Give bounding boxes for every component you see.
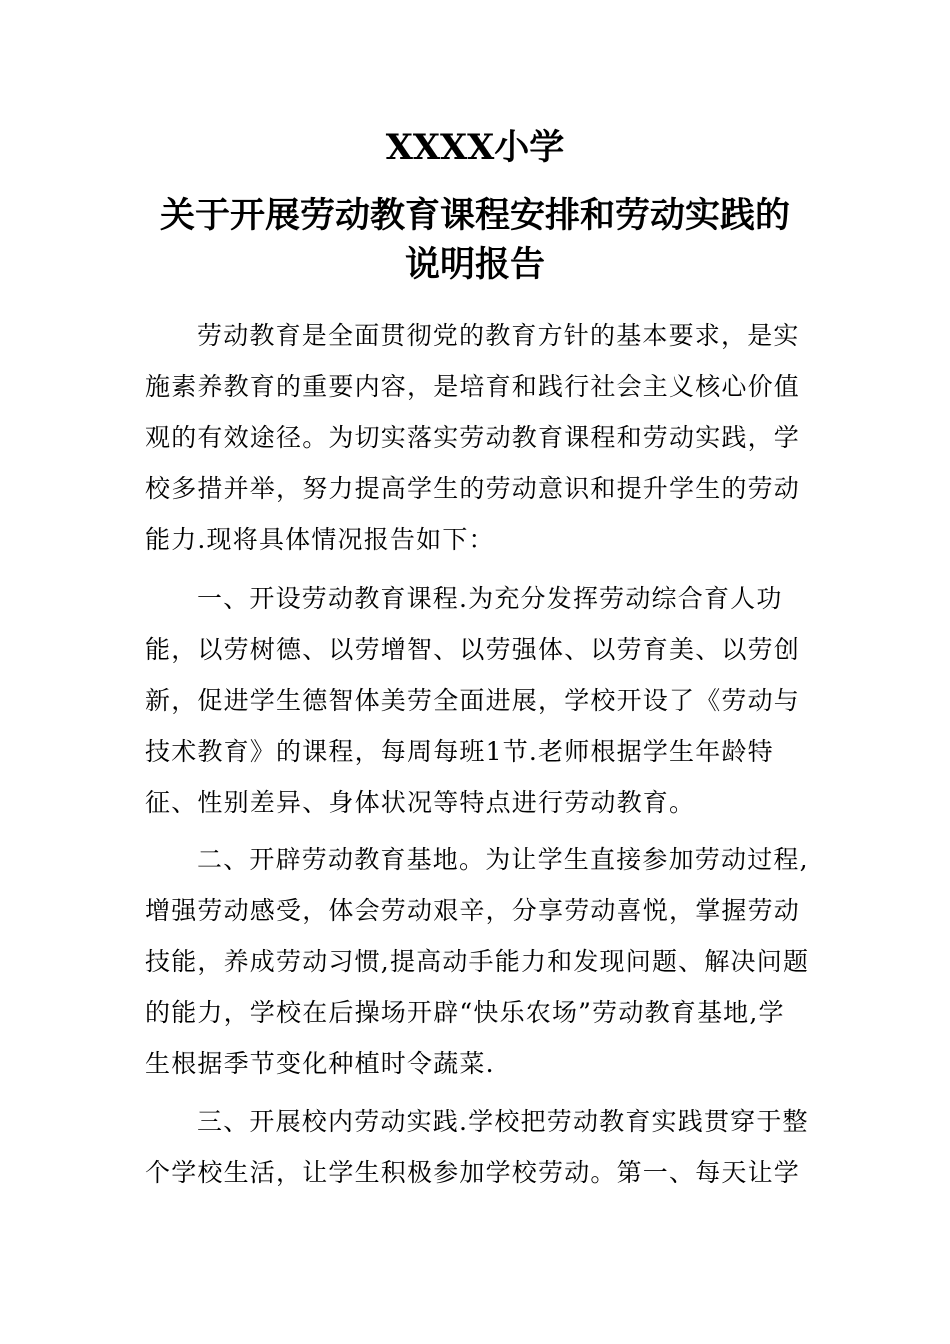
paragraph-line: 的能力，学校在后操场开辟“快乐农场”劳动教育基地,学 <box>145 998 785 1027</box>
paragraph-line: 个学校生活，让学生积极参加学校劳动。第一、每天让学 <box>145 1158 801 1187</box>
section-one-paragraph <box>145 573 805 828</box>
paragraph-line: 生根据季节变化种植时令蔬菜. <box>145 1049 495 1078</box>
paragraph-line: 技术教育》的课程，每周每班1节.老师根据学生年龄特 <box>145 737 774 766</box>
paragraph-line: 能，以劳树德、以劳增智、以劳强体、以劳育美、以劳创 <box>145 635 801 664</box>
paragraph-line: 施素养教育的重要内容，是培育和践行社会主义核心价值 <box>145 372 801 401</box>
paragraph-line: 征、性别差异、身体状况等特点进行劳动教育。 <box>145 788 696 817</box>
report-title-line-1: 关于开展劳动教育课程安排和劳动实践的 <box>159 195 790 236</box>
section-three-paragraph <box>145 1096 809 1198</box>
paragraph-line: 劳动教育是全面贯彻党的教育方针的基本要求，是实 <box>197 321 800 350</box>
report-title-line-2: 说明报告 <box>404 244 545 285</box>
paragraph-line: 新，促进学生德智体美劳全面进展，学校开设了《劳动与 <box>145 686 801 715</box>
paragraph-line: 观的有效途径。为切实落实劳动教育课程和劳动实践，学 <box>145 423 801 452</box>
school-title: XXXX小学 <box>385 127 565 168</box>
section-two-paragraph <box>145 834 810 1089</box>
paragraph-line: 校多措并举，努力提高学生的劳动意识和提升学生的劳动 <box>145 474 801 503</box>
paragraph-line: 技能，养成劳动习惯,提高动手能力和发现问题、解决问题 <box>145 947 810 976</box>
paragraph-line: 三、开展校内劳动实践.学校把劳动教育实践贯穿于整 <box>197 1107 809 1136</box>
paragraph-line: 二、开辟劳动教育基地。为让学生直接参加劳动过程, <box>197 845 809 874</box>
paragraph-line: 增强劳动感受，体会劳动艰辛，分享劳动喜悦，掌握劳动 <box>145 896 801 925</box>
paragraph-line: 能力.现将具体情况报告如下： <box>145 525 495 554</box>
intro-paragraph <box>145 310 805 565</box>
paragraph-line: 一、开设劳动教育课程.为充分发挥劳动综合育人功 <box>197 584 783 613</box>
